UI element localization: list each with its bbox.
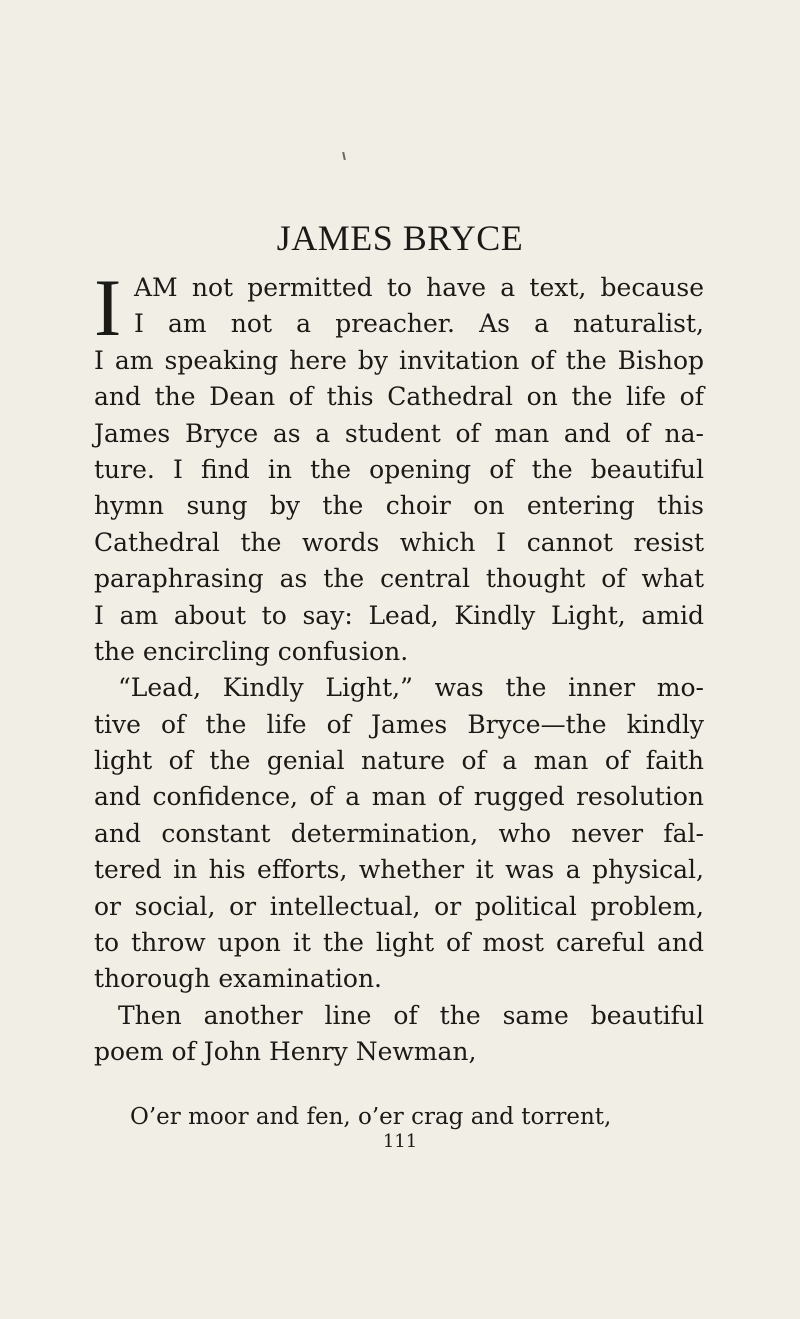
- text-line: ture. I find in the opening of the beautiful: [94, 454, 704, 484]
- text-line: hymn sung by the choir on entering this: [94, 491, 704, 521]
- text-line: tered in his efforts, whether it was a physical,: [94, 855, 704, 885]
- text-line: and the Dean of this Cathedral on the life of: [94, 382, 704, 412]
- text-line: [94, 306, 704, 342]
- text-line: tive of the life of James Bryce—the kindly: [94, 709, 704, 739]
- text-line: poem of John Henry Newman,: [94, 1037, 477, 1067]
- body-text: [94, 262, 704, 1071]
- text-line: “Lead, Kindly Light,” was the inner mo-: [118, 673, 704, 703]
- text-line: or social, or intellectual, or political problem,: [94, 891, 704, 921]
- text-line: James Bryce as a student of man and of na-: [94, 418, 704, 448]
- text-line: Then another line of the same beautiful: [118, 1000, 704, 1030]
- verse-quote: O’er moor and fen, o’er crag and torrent,: [130, 1104, 612, 1130]
- text-line: I am speaking here by invitation of the Bishop: [94, 345, 704, 375]
- page-title: JAMES BRYCE: [276, 218, 524, 258]
- text-line: I am about to say: Lead, Kindly Light, amid: [94, 600, 704, 630]
- text-line: paraphrasing as the central thought of what: [94, 564, 704, 594]
- text-line: Cathedral the words which I cannot resist: [94, 527, 704, 557]
- stray-mark: [342, 152, 346, 160]
- text-line: to throw upon it the light of most careful and: [94, 928, 704, 958]
- drop-cap: I: [94, 262, 122, 353]
- text-line: and constant determination, who never fal-: [94, 818, 704, 848]
- text-line: the encircling confusion.: [94, 636, 409, 666]
- text-line-content: AM not permitted to have a text, because: [134, 273, 704, 302]
- text-line: and confidence, of a man of rugged resolution: [94, 782, 704, 812]
- text-line: light of the genial nature of a man of faith: [94, 746, 704, 776]
- page-number: 111: [382, 1131, 418, 1152]
- text-line: thorough examination.: [94, 964, 383, 994]
- text-line-content: I am not a preacher. As a naturalist,: [134, 309, 704, 339]
